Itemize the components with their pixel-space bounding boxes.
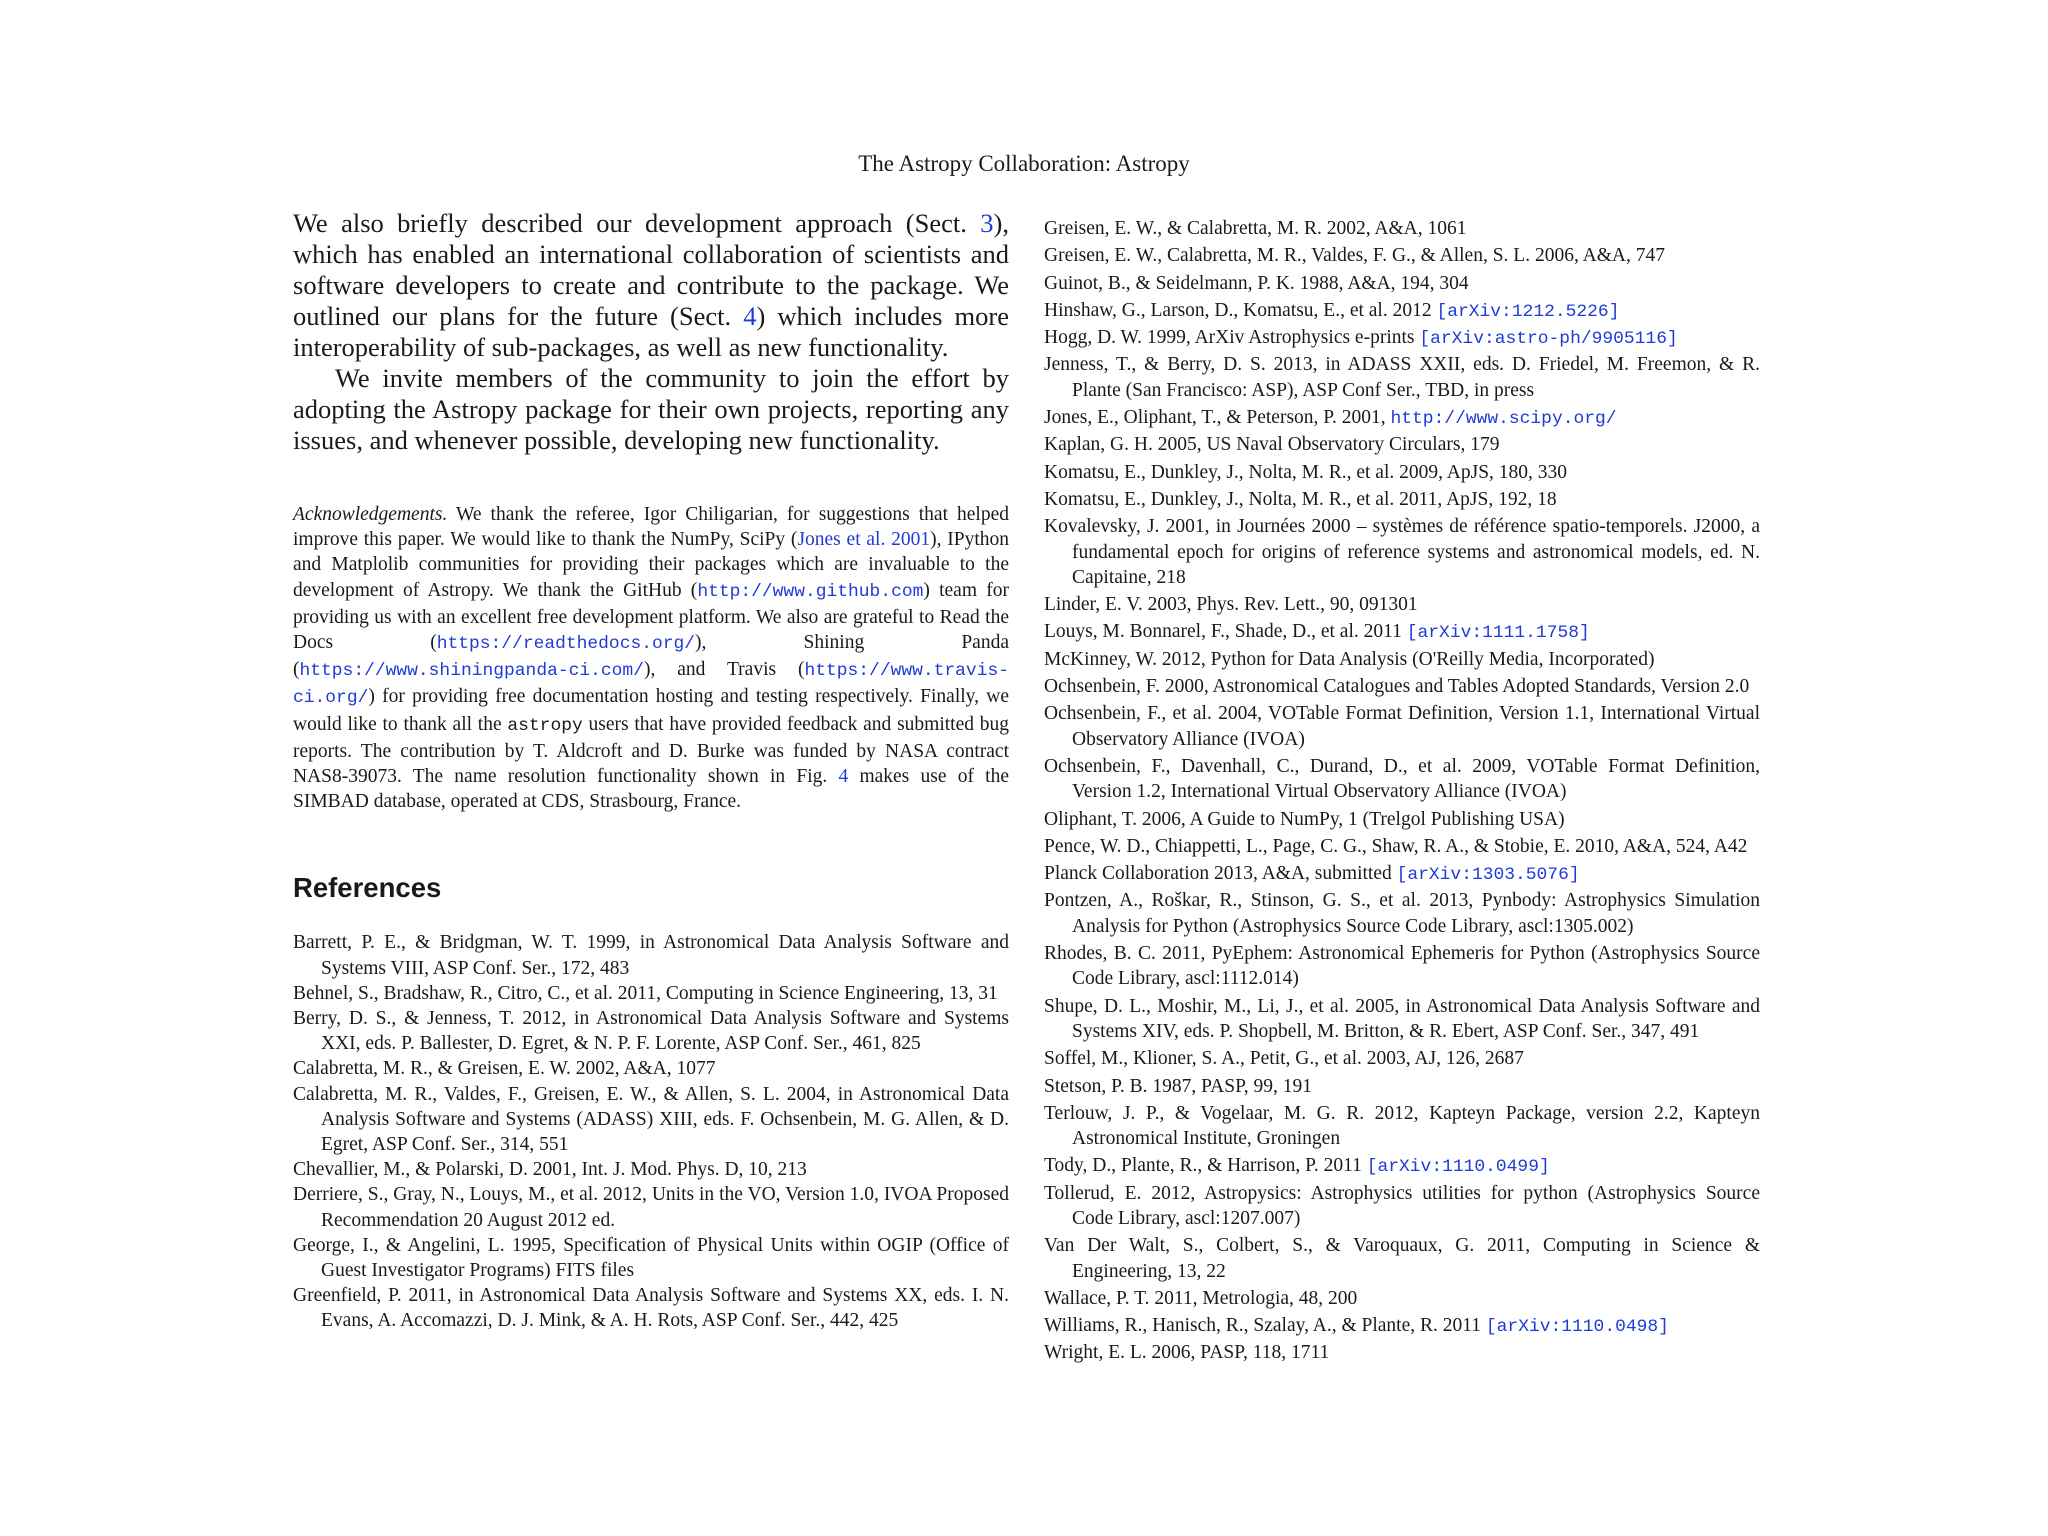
reference-item (1044, 619, 1760, 646)
reference-item (1044, 352, 1760, 405)
reference-text: Van Der Walt, S., Colbert, S., & Varoquaux, G. 2011, Computing in Science & Engineering, 13, 22 (1044, 1235, 1760, 1282)
reference-text: Rhodes, B. C. 2011, PyEphem: Astronomical Ephemeris for Python (Astrophysics Source Code Library, ascl:1112.014) (1044, 943, 1760, 990)
reference-item (1044, 514, 1760, 592)
reference-text: Wright, E. L. 2006, PASP, 118, 1711 (1044, 1342, 1330, 1364)
reference-item (1044, 1313, 1760, 1340)
reference-item (1044, 592, 1760, 619)
reference-text: Terlouw, J. P., & Vogelaar, M. G. R. 2012, Kapteyn Package, version 2.2, Kapteyn Astronomical Institute, Groningen (1044, 1102, 1760, 1150)
reference-text: McKinney, W. 2012, Python for Data Analysis (O'Reilly Media, Incorporated) (1044, 648, 1655, 670)
arxiv-link[interactable]: [arXiv:1212.5226] (1436, 301, 1620, 322)
jones-2001-citation-link[interactable]: Jones et al. 2001 (797, 529, 931, 551)
reference-text: Linder, E. V. 2003, Phys. Rev. Lett., 90, 091301 (1044, 594, 1418, 616)
readthedocs-url-link[interactable]: https://readthedocs.org/ (436, 634, 696, 655)
reference-item: Greenfield, P. 2011, in Astronomical Data Analysis Software and Systems XX, eds. I. N. Evans, A. Accomazzi, D. J. Mink, & A. H. Rots, ASP Conf. Ser., 442, 425 (293, 1285, 1009, 1332)
text-span: makes use of the SIMBAD database, operated at CDS, Strasbourg, France. (293, 766, 1009, 813)
reference-text: Komatsu, E., Dunkley, J., Nolta, M. R., et al. 2009, ApJS, 180, 330 (1044, 461, 1568, 483)
reference-item (1044, 888, 1760, 941)
reference-item (1044, 834, 1760, 861)
text-span: ) team for providing us with an excellent free development platform. We also are grateful to Read the Docs ( (293, 579, 1009, 654)
github-url-link[interactable]: http://www.github.com (697, 581, 924, 602)
conclusion-paragraph-1 (293, 208, 1009, 363)
reference-text: Williams, R., Hanisch, R., Szalay, A., & Plante, R. 2011 (1044, 1315, 1486, 1337)
reference-item (1044, 325, 1760, 352)
conclusion-paragraph-2: We invite members of the community to join the effort by adopting the Astropy package for their own projects, reporting any issues, and whenever possible, developing new functionality. (293, 363, 1009, 455)
reference-item (1044, 1101, 1760, 1154)
reference-text: Planck Collaboration 2013, A&A, submitted (1044, 863, 1397, 885)
reference-text: Pence, W. D., Chiappetti, L., Page, C. G., Shaw, R. A., & Stobie, E. 2010, A&A, 524, A42 (1044, 835, 1748, 857)
reference-item: Chevallier, M., & Polarski, D. 2001, Int. J. Mod. Phys. D, 10, 213 (293, 1159, 807, 1181)
arxiv-link[interactable]: [arXiv:1110.0499] (1366, 1157, 1550, 1178)
reference-item (1044, 994, 1760, 1047)
reference-item (1044, 647, 1760, 674)
figure-4-link[interactable]: 4 (838, 766, 849, 788)
references-list-left (293, 930, 1009, 1333)
reference-text: Shupe, D. L., Moshir, M., Li, J., et al. 2005, in Astronomical Data Analysis Software and Systems XIV, eds. P. Shopbell, M. Britton, & R. Ebert, ASP Conf. Ser., 347, 491 (1044, 995, 1760, 1042)
reference-item: George, I., & Angelini, L. 1995, Specification of Physical Units within OGIP (Office of Guest Investigator Programs) FITS files (293, 1234, 1009, 1282)
text-span: ), and Travis ( (643, 659, 805, 681)
reference-text: Jenness, T., & Berry, D. S. 2013, in ADASS XXII, eds. D. Friedel, M. Freemon, & R. Plante (San Francisco: ASP), ASP Conf Ser., TBD, in press (1044, 354, 1760, 401)
reference-text: Hogg, D. W. 1999, ArXiv Astrophysics e-prints (1044, 327, 1420, 349)
arxiv-link[interactable]: [arXiv:1303.5076] (1396, 865, 1580, 886)
arxiv-link[interactable]: [arXiv:astro-ph/9905116] (1419, 329, 1678, 350)
reference-item (1044, 701, 1760, 754)
reference-item (1044, 754, 1760, 807)
reference-item (1044, 243, 1760, 270)
reference-item (1044, 216, 1760, 243)
reference-item (1044, 271, 1760, 298)
reference-item: Behnel, S., Bradshaw, R., Citro, C., et al. 2011, Computing in Science Engineering, 13, 31 (293, 982, 998, 1004)
reference-item (1044, 460, 1760, 487)
reference-item: Calabretta, M. R., & Greisen, E. W. 2002, A&A, 1077 (293, 1058, 716, 1080)
reference-item: Berry, D. S., & Jenness, T. 2012, in Astronomical Data Analysis Software and Systems XXI, eds. P. Ballester, D. Egret, & N. P. F. Lorente, ASP Conf. Ser., 461, 825 (293, 1008, 1009, 1055)
reference-text: Jones, E., Oliphant, T., & Peterson, P. 2001, (1044, 407, 1391, 429)
reference-item (1044, 1340, 1760, 1367)
reference-text: Greisen, E. W., & Calabretta, M. R. 2002, A&A, 1061 (1044, 218, 1467, 239)
right-column (1044, 216, 1760, 1368)
travis-url-link[interactable]: https://www.travis-ci.org/ (293, 661, 1009, 709)
reference-item (1044, 1181, 1760, 1234)
text-span: We thank the referee, Igor Chiligarian, for suggestions that helped improve this paper. We would like to thank the NumPy, SciPy ( (293, 504, 1009, 551)
reference-item (1044, 674, 1760, 701)
reference-text: Ochsenbein, F. 2000, Astronomical Catalogues and Tables Adopted Standards, Version 2.0 (1044, 676, 1750, 698)
reference-text: Pontzen, A., Roškar, R., Stinson, G. S., et al. 2013, Pynbody: Astrophysics Simulation Analysis for Python (Astrophysics Source Code Library, ascl:1305.002) (1044, 890, 1760, 937)
reference-item (1044, 1046, 1760, 1073)
reference-item (1044, 807, 1760, 834)
reference-text: Ochsenbein, F., Davenhall, C., Durand, D., et al. 2009, VOTable Format Definition, Version 1.2, International Virtual Observatory Alliance (IVOA) (1044, 755, 1760, 803)
text-span: users that have provided feedback and submitted bug reports. The contribution by T. Aldcroft and D. Burke was funded by NASA contract NAS8-39073. The name resolution functionality shown in Fig. (293, 713, 1009, 788)
reference-text: Komatsu, E., Dunkley, J., Nolta, M. R., et al. 2011, ApJS, 192, 18 (1044, 488, 1557, 510)
reference-item: Derriere, S., Gray, N., Louys, M., et al. 2012, Units in the VO, Version 1.0, IVOA Proposed Recommendation 20 August 2012 ed. (293, 1184, 1009, 1231)
section-4-link[interactable]: 4 (743, 301, 757, 331)
reference-text: Louys, M. Bonnarel, F., Shade, D., et al. 2011 (1044, 621, 1407, 643)
section-3-link[interactable]: 3 (980, 208, 994, 238)
scipy-url-link[interactable]: http://www.scipy.org/ (1390, 409, 1617, 430)
reference-item: Barrett, P. E., & Bridgman, W. T. 1999, in Astronomical Data Analysis Software and Systems VIII, ASP Conf. Ser., 172, 483 (293, 932, 1009, 979)
reference-item (1044, 487, 1760, 514)
reference-text: Tody, D., Plante, R., & Harrison, P. 2011 (1044, 1155, 1367, 1177)
reference-text: Soffel, M., Klioner, S. A., Petit, G., et al. 2003, AJ, 126, 2687 (1044, 1048, 1524, 1070)
reference-item (1044, 941, 1760, 994)
arxiv-link[interactable]: [arXiv:1111.1758] (1406, 623, 1590, 644)
reference-text: Oliphant, T. 2006, A Guide to NumPy, 1 (Trelgol Publishing USA) (1044, 808, 1565, 830)
references-heading: References (293, 872, 442, 904)
text-span: We also briefly described our development approach (Sect. (293, 208, 981, 238)
reference-text: Guinot, B., & Seidelmann, P. K. 1988, A&A, 194, 304 (1044, 272, 1469, 294)
running-header: The Astropy Collaboration: Astropy (858, 151, 1190, 176)
acknowledgements (293, 502, 1009, 814)
astropy-code-text: astropy (507, 715, 583, 736)
text-span: ), Shining Panda ( (293, 632, 1009, 681)
reference-text: Stetson, P. B. 1987, PASP, 99, 191 (1044, 1075, 1313, 1097)
reference-item (1044, 1286, 1760, 1313)
acknowledgements-title: Acknowledgements. (293, 504, 448, 525)
reference-item (1044, 861, 1760, 888)
left-column (293, 208, 1009, 1334)
reference-text: Ochsenbein, F., et al. 2004, VOTable Format Definition, Version 1.1, International Virtual Observatory Alliance (IVOA) (1044, 703, 1760, 750)
reference-item: Calabretta, M. R., Valdes, F., Greisen, E. W., & Allen, S. L. 2004, in Astronomical Data Analysis Software and Systems (ADASS) XIII, eds. F. Ochsenbein, M. G. Allen, & D. Egret, ASP Conf. Ser., 314, 551 (293, 1083, 1009, 1156)
reference-item (1044, 298, 1760, 325)
reference-item (1044, 405, 1760, 432)
reference-text: Wallace, P. T. 2011, Metrologia, 48, 200 (1044, 1287, 1358, 1309)
text-span: ) for providing free documentation hosting and testing respectively. Finally, we would like to thank all the (293, 686, 1009, 735)
shiningpanda-url-link[interactable]: https://www.shiningpanda-ci.com/ (299, 661, 644, 682)
reference-item (1044, 1233, 1760, 1286)
text-span: ) which includes more interoperability of sub-packages, as well as new functionality. (293, 301, 1009, 362)
reference-text: Greisen, E. W., Calabretta, M. R., Valdes, F. G., & Allen, S. L. 2006, A&A, 747 (1044, 245, 1665, 267)
text-span: ), IPython and Matplolib communities for providing their packages which are invaluable to the development of Astropy. We thank the GitHub ( (293, 529, 1010, 601)
reference-text: Hinshaw, G., Larson, D., Komatsu, E., et al. 2012 (1044, 299, 1437, 321)
arxiv-link[interactable]: [arXiv:1110.0498] (1485, 1317, 1669, 1338)
reference-item (1044, 1074, 1760, 1101)
text-span: ), which has enabled an international collaboration of scientists and software developers to create and contribute to the package. We outlined our plans for the future (Sect. (293, 208, 1009, 331)
reference-item (1044, 432, 1760, 459)
references-list-right (1044, 216, 1760, 1368)
reference-text: Kaplan, G. H. 2005, US Naval Observatory Circulars, 179 (1044, 434, 1500, 456)
reference-text: Kovalevsky, J. 2001, in Journées 2000 – systèmes de référence spatio-temporels. J2000, a fundamental epoch for origins of reference systems and astronomical models, ed. N. Capitaine, 218 (1044, 516, 1760, 588)
reference-text: Tollerud, E. 2012, Astropysics: Astrophysics utilities for python (Astrophysics Source Code Library, ascl:1207.007) (1044, 1182, 1760, 1229)
reference-item (1044, 1153, 1760, 1180)
